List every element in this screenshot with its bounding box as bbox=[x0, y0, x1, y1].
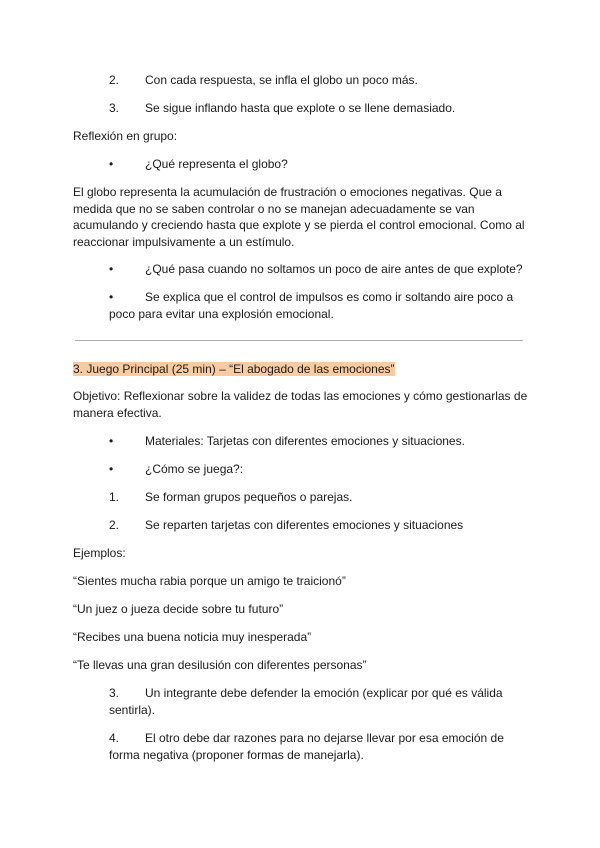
objective-paragraph: Objetivo: Reflexionar sobre la validez de todas las emociones y cómo gestionarlas de manera efectiva. bbox=[73, 389, 528, 420]
list-number: 2. bbox=[109, 73, 120, 87]
list-item bbox=[109, 685, 534, 718]
list-text: Un integrante debe defender la emoción (explicar por qué es válida sentirla). bbox=[109, 686, 503, 717]
list-text: Se reparten tarjetas con diferentes emociones y situaciones bbox=[145, 518, 464, 532]
bullet-icon: • bbox=[109, 434, 114, 448]
bullet-icon: • bbox=[109, 290, 114, 304]
reflexion-label: Reflexión en grupo: bbox=[73, 129, 178, 143]
list-number: 3. bbox=[109, 101, 120, 115]
list-number: 2. bbox=[109, 518, 120, 532]
list-number: 1. bbox=[109, 490, 120, 504]
answer-paragraph: El globo representa la acumulación de frustración o emociones negativas. Que a medida que no se saben controlar o no se manejan adecuadamente se van acumulando y creciendo hasta que explote y se pierda el control emocional. Como al reaccionar impulsivamente a un estímulo. bbox=[73, 185, 525, 249]
list-text: Se forman grupos pequeños o parejas. bbox=[145, 490, 353, 504]
divider bbox=[75, 340, 523, 341]
list-text: Se sigue inflando hasta que explote o se llene demasiado. bbox=[145, 101, 456, 115]
how-to-text: ¿Cómo se juega?: bbox=[145, 462, 244, 476]
section-heading bbox=[73, 361, 543, 378]
examples-label: Ejemplos: bbox=[73, 546, 126, 560]
question-text: ¿Qué representa el globo? bbox=[145, 157, 288, 171]
list-number: 4. bbox=[109, 731, 120, 745]
example-item: “Te llevas una gran desilusión con diferentes personas” bbox=[73, 658, 367, 672]
bullet-icon: • bbox=[109, 262, 114, 276]
answer-bullet-text: Se explica que el control de impulsos es como ir soltando aire poco a poco para evitar una explosión emocional. bbox=[109, 290, 514, 321]
example-item: “Recibes una buena noticia muy inesperada” bbox=[73, 630, 312, 644]
example-item: “Un juez o jueza decide sobre tu futuro” bbox=[73, 602, 284, 616]
materials-text: Materiales: Tarjetas con diferentes emociones y situaciones. bbox=[145, 434, 465, 448]
bullet-icon: • bbox=[109, 157, 114, 171]
bullet-icon: • bbox=[109, 462, 114, 476]
list-text: Con cada respuesta, se infla el globo un poco más. bbox=[145, 73, 418, 87]
section-heading-text: 3. Juego Principal (25 min) – “El abogado de las emociones” bbox=[73, 362, 395, 376]
list-item bbox=[109, 730, 534, 763]
answer-bullet bbox=[109, 289, 534, 322]
list-number: 3. bbox=[109, 686, 120, 700]
list-text: El otro debe dar razones para no dejarse llevar por esa emoción de forma negativa (proponer formas de manejarla). bbox=[109, 731, 504, 762]
question-text: ¿Qué pasa cuando no soltamos un poco de aire antes de que explote? bbox=[145, 262, 523, 276]
example-item: “Sientes mucha rabia porque un amigo te traicionó” bbox=[73, 574, 346, 588]
